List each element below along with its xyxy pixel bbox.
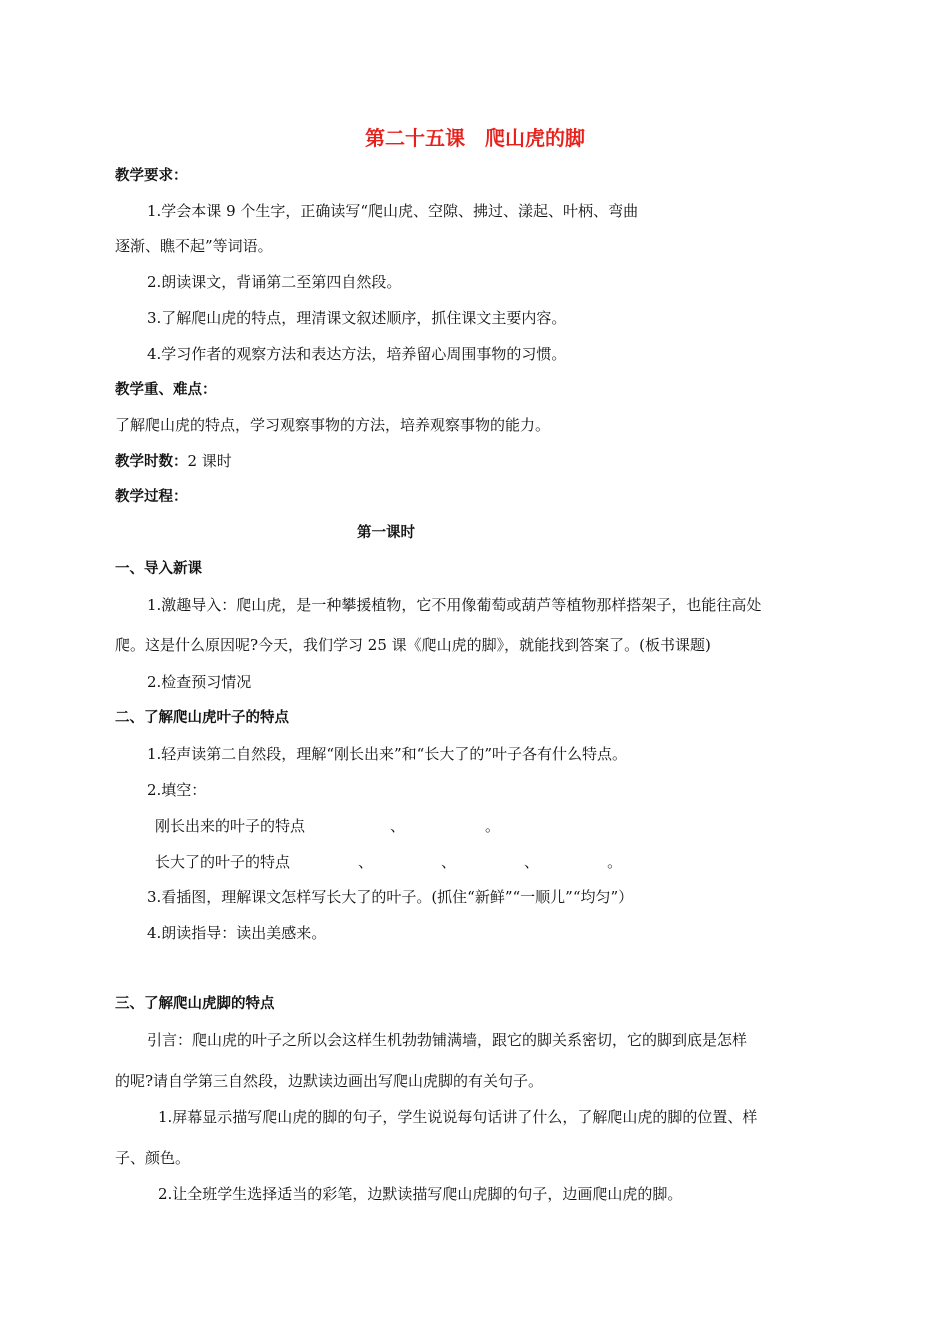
section-3-heading: 三、了解爬山虎脚的特点 — [115, 996, 275, 1012]
section-1-heading: 一、导入新课 — [115, 561, 202, 577]
requirements-heading: 教学要求： — [115, 168, 188, 184]
section-2-para-1: 1.轻声读第二自然段，理解“刚长出来”和“长大了的”叶子各有什么特点。 — [147, 745, 627, 763]
section-2-para-2: 2.填空： — [147, 781, 207, 799]
page-title: 第二十五课 爬山虎的脚 — [365, 126, 585, 150]
section-3-intro-line-2: 的呢?请自学第三自然段，边默读边画出写爬山虎脚的有关句子。 — [115, 1072, 544, 1090]
fill-blank-1-label: 刚长出来的叶子的特点 — [155, 817, 306, 835]
fill-blank-2-label: 长大了的叶子的特点 — [155, 853, 291, 871]
section-1-para-1-line-1: 1.激趣导入：爬山虎，是一种攀援植物，它不用像葡萄或葫芦等植物那样搭架子，也能往高处 — [147, 596, 762, 614]
section-3-intro-line-1: 引言：爬山虎的叶子之所以会这样生机勃勃铺满墙，跟它的脚关系密切，它的脚到底是怎样 — [147, 1031, 748, 1049]
section-2-para-4: 4.朗读指导：读出美感来。 — [147, 924, 327, 942]
teaching-hours — [115, 451, 232, 472]
fill-blank-1 — [155, 816, 500, 836]
section-3-para-2: 2.让全班学生选择适当的彩笔，边默读描写爬山虎脚的句子，边画爬山虎的脚。 — [158, 1185, 683, 1203]
section-3-para-1-line-2: 子、颜色。 — [115, 1149, 191, 1167]
section-2-heading: 二、了解爬山虎叶子的特点 — [115, 710, 289, 726]
requirement-1-line-1: 1.学会本课 9 个生字，正确读写“爬山虎、空隙、拂过、漾起、叶柄、弯曲 — [147, 202, 639, 220]
separator: 、 — [524, 853, 540, 871]
requirement-2: 2.朗读课文，背诵第二至第四自然段。 — [147, 273, 402, 291]
process-heading: 教学过程： — [115, 489, 188, 505]
section-1-para-1-line-2: 爬。这是什么原因呢?今天，我们学习 25 课《爬山虎的脚》，就能找到答案了。(板书课题) — [115, 636, 711, 654]
section-2-para-3: 3.看插图，理解课文怎样写长大了的叶子。(抓住“新鲜”“一顺儿”“均匀”） — [147, 888, 634, 906]
requirement-1-line-2: 逐渐、瞧不起”等词语。 — [115, 237, 273, 255]
separator: 。 — [485, 817, 501, 835]
requirement-4: 4.学习作者的观察方法和表达方法，培养留心周围事物的习惯。 — [147, 345, 567, 363]
teaching-hours-label: 教学时数： — [115, 454, 188, 470]
fill-blank-2 — [155, 852, 622, 872]
key-points-heading: 教学重、难点： — [115, 382, 217, 398]
separator: 。 — [607, 853, 623, 871]
key-points-text: 了解爬山虎的特点，学习观察事物的方法，培养观察事物的能力。 — [115, 416, 551, 434]
teaching-hours-value: 2 课时 — [187, 452, 232, 470]
separator: 、 — [441, 853, 457, 871]
section-3-para-1-line-1: 1.屏幕显示描写爬山虎的脚的句子，学生说说每句话讲了什么，了解爬山虎的脚的位置、样 — [158, 1108, 758, 1126]
lesson-one-heading: 第一课时 — [357, 525, 415, 541]
section-1-para-2: 2.检查预习情况 — [147, 673, 252, 691]
requirement-3: 3.了解爬山虎的特点，理清课文叙述顺序，抓住课文主要内容。 — [147, 309, 567, 327]
separator: 、 — [358, 853, 374, 871]
separator: 、 — [390, 817, 406, 835]
